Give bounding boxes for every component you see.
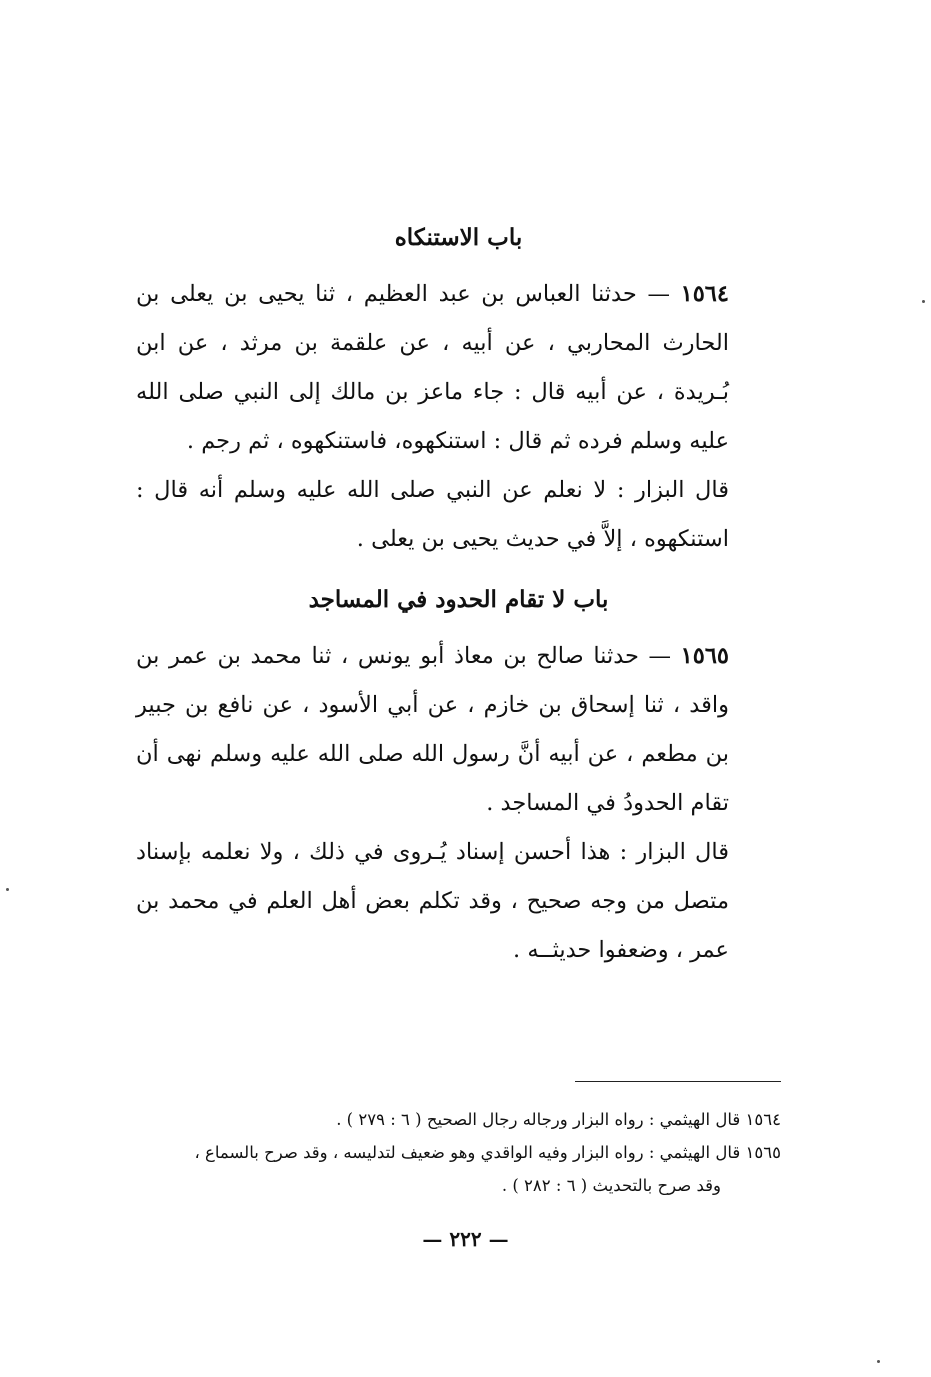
page-number: — ٢٢٢ —	[422, 1227, 509, 1251]
hadith-text: — حدثنا صالح بن معاذ أبو يونس ، ثنا محمد بن عمر بن واقد ، ثنا إسحاق بن خازم ، عن أبي الأسود ، عن نافع بن جبير بن مطعم ، عن أبيه أنَّ رسول الله صلى الله عليه وسلم نهى أن تقام الحدودُ في المساجد .	[136, 643, 729, 816]
footnote-item	[136, 1136, 781, 1169]
hadith-1565-block	[136, 632, 781, 975]
footnote-continuation: وقد صرح بالتحديث ( ٦ : ٢٨٢ ) .	[501, 1176, 721, 1195]
footnote-item	[136, 1103, 781, 1136]
hadith-text: — حدثنا العباس بن عبد العظيم ، ثنا يحيى بن يعلى بن الحارث المحاربي ، عن أبيه ، عن علقمة بن مرثد ، عن ابن بُـريدة ، عن أبيه قال : جاء ماعز بن مالك إلى النبي صلى الله عليه وسلم فرده ثم قال : استنكهوه، فاستنكهوه ، ثم رجم .	[136, 281, 729, 454]
hadith-paragraph	[136, 632, 781, 828]
hadith-paragraph	[136, 270, 781, 466]
footnote-number: ١٥٦٤	[745, 1110, 781, 1129]
bazzar-comment: قال البزار : لا نعلم عن النبي صلى الله عليه وسلم أنه قال : استنكهوه ، إلاَّ في حديث يحيى بن يعلى .	[136, 477, 729, 552]
hadith-1564-block	[136, 270, 781, 564]
footnote-number: ١٥٦٥	[745, 1143, 781, 1162]
footnotes	[136, 1103, 781, 1202]
footnote-text: قال الهيثمي : رواه البزار ورجاله رجال الصحيح ( ٦ : ٢٧٩ ) .	[336, 1110, 741, 1129]
footnote-text: قال الهيثمي : رواه البزار وفيه الواقدي وهو ضعيف لتدليسه ، وقد صرح بالسماع ،	[194, 1143, 741, 1162]
footnote-separator	[575, 1081, 781, 1082]
chapter-heading-hudud: باب لا تقام الحدود في المساجد	[308, 586, 609, 613]
chapter-heading-istinkah: باب الاستنكاه	[394, 224, 523, 251]
scan-speck	[6, 888, 9, 891]
scan-speck	[922, 300, 925, 303]
hadith-number: ١٥٦٤	[680, 281, 729, 307]
scan-speck	[877, 1360, 880, 1363]
hadith-number: ١٥٦٥	[680, 643, 729, 669]
bazzar-comment: قال البزار : هذا أحسن إسناد يُـروى في ذلك ، ولا نعلمه بإسناد متصل من وجه صحيح ، وقد تكلم بعض أهل العلم في محمد بن عمر ، وضعفوا حديثــه .	[136, 839, 729, 963]
